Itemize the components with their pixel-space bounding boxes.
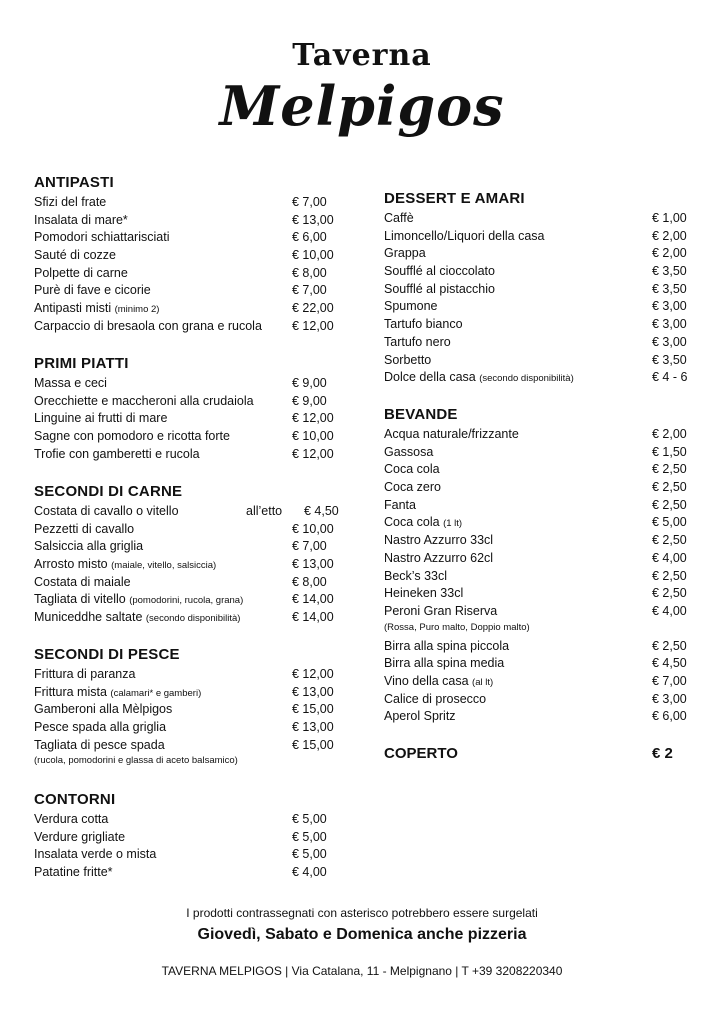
menu-item — [384, 461, 687, 479]
item-price: € 6,00 — [292, 230, 327, 245]
footer-address: TAVERNA MELPIGOS | Via Catalana, 11 - Melpignano | T +39 3208220340 — [161, 964, 563, 978]
menu-item — [34, 229, 327, 247]
coperto-price: € 2 — [652, 745, 673, 762]
section-title: CONTORNI — [34, 791, 116, 808]
item-name: Vino della casa — [384, 673, 469, 688]
menu-item — [34, 811, 327, 829]
item-price: € 6,00 — [652, 709, 687, 724]
menu-item — [384, 263, 687, 281]
item-name: Beck’s 33cl — [384, 568, 447, 583]
item-price: € 1,50 — [652, 444, 687, 459]
item-name: Gamberoni alla Mèlpigos — [34, 702, 173, 717]
item-name: Fanta — [384, 497, 416, 512]
item-name: Pomodori schiattarisciati — [34, 230, 170, 245]
item-name: Coca cola — [384, 462, 440, 477]
logo-melpigos: Melpigos — [219, 74, 505, 138]
menu-item — [384, 708, 687, 726]
menu-item — [34, 446, 334, 464]
item-name: Coca zero — [384, 480, 441, 495]
item-note: (calamari* e gamberi) — [110, 687, 202, 699]
menu-section — [34, 646, 334, 771]
item-price: € 12,00 — [292, 411, 334, 426]
menu-item — [384, 479, 687, 497]
item-price: € 13,00 — [292, 212, 334, 227]
item-price: € 7,00 — [292, 539, 327, 554]
item-name: Purè di fave e cicorie — [34, 283, 151, 298]
item-price: € 3,00 — [652, 691, 687, 706]
menu-item — [34, 410, 334, 428]
item-price: € 10,00 — [292, 429, 334, 444]
menu-item — [34, 194, 327, 212]
menu-item — [34, 556, 334, 574]
item-price: € 13,00 — [292, 720, 334, 735]
item-name: Acqua naturale/frizzante — [384, 427, 519, 441]
item-price: € 2,50 — [652, 462, 687, 477]
logo-taverna: Taverna — [292, 38, 432, 73]
item-note: (maiale, vitello, salsiccia) — [111, 560, 217, 572]
item-name: Massa e ceci — [34, 376, 107, 390]
menu-item — [384, 568, 687, 586]
menu-item — [384, 532, 687, 550]
menu-section — [34, 174, 334, 336]
item-price: € 14,00 — [292, 610, 334, 625]
section-title: BEVANDE — [384, 406, 458, 423]
item-price: € 7,00 — [292, 195, 327, 209]
item-name: Dolce della casa — [384, 370, 476, 385]
item-price: € 3,00 — [652, 317, 687, 332]
item-name: Aperol Spritz — [384, 709, 456, 724]
item-note: (al lt) — [472, 676, 494, 688]
section-title: SECONDI DI CARNE — [34, 483, 183, 500]
menu-item — [384, 334, 687, 352]
item-name: Frittura mista — [34, 684, 107, 699]
item-note: (secondo disponibilità) — [479, 373, 574, 385]
item-name: Tagliata di vitello — [34, 592, 126, 607]
item-name: Salsiccia alla griglia — [34, 539, 144, 554]
item-price: € 3,00 — [652, 299, 687, 314]
menu-item — [384, 298, 687, 316]
section-title: PRIMI PIATTI — [34, 355, 129, 372]
item-price: € 3,50 — [652, 352, 687, 367]
item-price: € 9,00 — [292, 376, 327, 390]
item-subnote: (Rossa, Puro malto, Doppio malto) — [384, 621, 530, 633]
item-price: € 2,50 — [652, 586, 687, 601]
item-name: Patatine fritte* — [34, 865, 113, 880]
item-price: € 4,00 — [652, 603, 687, 618]
item-name: Antipasti misti — [34, 301, 112, 316]
item-name: Heineken 33cl — [384, 586, 464, 601]
item-price: € 2,50 — [652, 568, 687, 583]
item-price: € 8,00 — [292, 574, 327, 589]
item-price: € 13,00 — [292, 684, 334, 699]
menu-item — [384, 426, 687, 444]
menu-item — [34, 701, 334, 719]
item-price: € 13,00 — [292, 557, 334, 572]
menu-item — [34, 318, 334, 336]
menu-item — [384, 691, 687, 709]
item-price: € 4,50 — [304, 504, 339, 518]
item-note: (secondo disponibilità) — [145, 613, 241, 625]
menu-item — [34, 846, 327, 864]
menu-item — [34, 574, 327, 592]
item-name: Pesce spada alla griglia — [34, 720, 167, 735]
item-price: € 3,50 — [652, 281, 687, 296]
item-price: € 22,00 — [292, 301, 334, 316]
item-note: (pomodorini, rucola, grana) — [129, 595, 244, 607]
menu-item — [34, 521, 334, 539]
menu-item — [34, 864, 327, 882]
menu-item — [384, 603, 687, 621]
item-price: € 12,00 — [292, 318, 334, 333]
menu-item — [384, 514, 687, 532]
menu-item — [384, 352, 687, 370]
item-name: Frittura di paranza — [34, 667, 136, 681]
menu-item — [384, 444, 687, 462]
item-price: € 9,00 — [292, 393, 327, 408]
menu-item — [384, 369, 688, 387]
item-price: € 5,00 — [292, 829, 327, 844]
item-name: Calice di prosecco — [384, 691, 487, 706]
item-name: Sfizi del frate — [34, 195, 107, 209]
menu-item — [34, 719, 334, 737]
item-name: Coca cola — [384, 515, 440, 530]
item-price: € 12,00 — [292, 446, 334, 461]
item-name: Trofie con gamberetti e rucola — [34, 446, 200, 461]
item-unit: all’etto — [246, 504, 283, 518]
item-price: € 2,50 — [652, 480, 687, 495]
item-price: € 2,50 — [652, 533, 687, 548]
item-name: Costata di maiale — [34, 574, 131, 589]
menu-item — [34, 428, 334, 446]
item-name: Arrosto misto — [34, 557, 108, 572]
item-name: Tartufo bianco — [384, 317, 463, 332]
menu-item — [34, 503, 339, 521]
menu-section — [34, 355, 334, 463]
item-price: € 7,00 — [652, 673, 687, 688]
item-name: Gassosa — [384, 444, 434, 459]
menu-item — [34, 829, 327, 847]
menu-item — [384, 550, 687, 568]
menu-item — [384, 638, 687, 656]
item-name: Polpette di carne — [34, 265, 128, 280]
section-title: ANTIPASTI — [34, 174, 114, 191]
menu-section — [384, 190, 688, 387]
item-price: € 2,50 — [652, 638, 687, 653]
item-name: Limoncello/Liquori della casa — [384, 228, 545, 243]
item-name: Orecchiette e maccheroni alla crudaiola — [34, 393, 254, 408]
item-price: € 4 - 6 — [652, 370, 688, 385]
frozen-products-note: I prodotti contrassegnati con asterisco potrebbero essere surgelati — [186, 906, 538, 920]
section-title: DESSERT E AMARI — [384, 190, 525, 207]
menu-item — [384, 585, 687, 603]
menu-item — [34, 684, 334, 702]
item-name: Insalata verde o mista — [34, 847, 157, 862]
item-price: € 10,00 — [292, 521, 334, 536]
item-price: € 2,00 — [652, 246, 687, 261]
item-price: € 8,00 — [292, 265, 327, 280]
item-price: € 2,00 — [652, 228, 687, 243]
item-price: € 5,00 — [292, 847, 327, 862]
menu-item — [384, 316, 687, 334]
item-price: € 15,00 — [292, 737, 334, 752]
item-name: Tagliata di pesce spada — [34, 737, 165, 752]
menu-item — [34, 247, 334, 265]
menu-item — [384, 281, 687, 299]
item-price: € 5,00 — [292, 812, 327, 826]
item-name: Verdure grigliate — [34, 829, 126, 844]
item-subnote: (rucola, pomodorini e glassa di aceto balsamico) — [34, 755, 238, 767]
item-note: (1 lt) — [443, 518, 463, 530]
menu-section — [34, 791, 327, 882]
item-price: € 4,50 — [652, 656, 687, 671]
item-name: Peroni Gran Riserva — [384, 603, 498, 618]
item-name: Tartufo nero — [384, 334, 451, 349]
item-name: Caffè — [384, 211, 414, 225]
item-name: Costata di cavallo o vitello — [34, 504, 179, 518]
item-name: Nastro Azzurro 33cl — [384, 533, 494, 548]
item-name: Sorbetto — [384, 352, 432, 367]
menu-item — [384, 228, 687, 246]
item-name: Linguine ai frutti di mare — [34, 411, 168, 426]
menu-item — [34, 609, 334, 627]
item-name: Municeddhe saltate — [34, 610, 143, 625]
item-price: € 12,00 — [292, 667, 334, 681]
menu-item — [34, 591, 334, 609]
menu-item — [34, 375, 327, 393]
menu-item — [34, 666, 334, 684]
item-price: € 1,00 — [652, 211, 687, 225]
item-price: € 2,50 — [652, 497, 687, 512]
menu-item — [384, 655, 687, 673]
menu-section — [384, 406, 687, 726]
menu-item — [34, 212, 334, 230]
menu-item — [34, 737, 334, 755]
menu-item — [34, 393, 327, 411]
menu-item — [384, 245, 687, 263]
item-name: Sagne con pomodoro e ricotta forte — [34, 429, 230, 444]
item-price: € 5,00 — [652, 515, 687, 530]
item-price: € 4,00 — [652, 550, 687, 565]
item-price: € 3,50 — [652, 264, 687, 279]
item-name: Carpaccio di bresaola con grana e rucola — [34, 318, 262, 333]
item-name: Soufflé al pistacchio — [384, 281, 495, 296]
section-title: SECONDI DI PESCE — [34, 646, 180, 663]
item-name: Grappa — [384, 246, 426, 261]
item-name: Pezzetti di cavallo — [34, 521, 135, 536]
item-price: € 7,00 — [292, 283, 327, 298]
item-name: Sauté di cozze — [34, 248, 116, 263]
item-name: Insalata di mare* — [34, 212, 128, 227]
item-price: € 15,00 — [292, 702, 334, 717]
item-price: € 2,00 — [652, 427, 687, 441]
menu-item — [384, 673, 687, 691]
coperto-label: COPERTO — [384, 745, 458, 762]
coperto-row — [384, 745, 684, 762]
menu-item — [384, 497, 687, 515]
menu-item — [34, 538, 327, 556]
menu-item — [34, 282, 327, 300]
item-price: € 3,00 — [652, 334, 687, 349]
item-name: Birra alla spina media — [384, 656, 505, 671]
item-note: (minimo 2) — [114, 304, 160, 316]
item-name: Birra alla spina piccola — [384, 638, 510, 653]
item-name: Soufflé al cioccolato — [384, 264, 495, 279]
item-name: Spumone — [384, 299, 438, 314]
menu-item — [384, 210, 687, 228]
item-name: Verdura cotta — [34, 812, 109, 826]
item-price: € 10,00 — [292, 248, 334, 263]
menu-item — [34, 265, 327, 283]
menu-section — [34, 483, 339, 627]
item-price: € 14,00 — [292, 592, 334, 607]
menu-item — [34, 300, 334, 318]
item-name: Nastro Azzurro 62cl — [384, 550, 494, 565]
pizzeria-days: Giovedì, Sabato e Domenica anche pizzeria — [197, 926, 527, 943]
item-price: € 4,00 — [292, 865, 327, 880]
